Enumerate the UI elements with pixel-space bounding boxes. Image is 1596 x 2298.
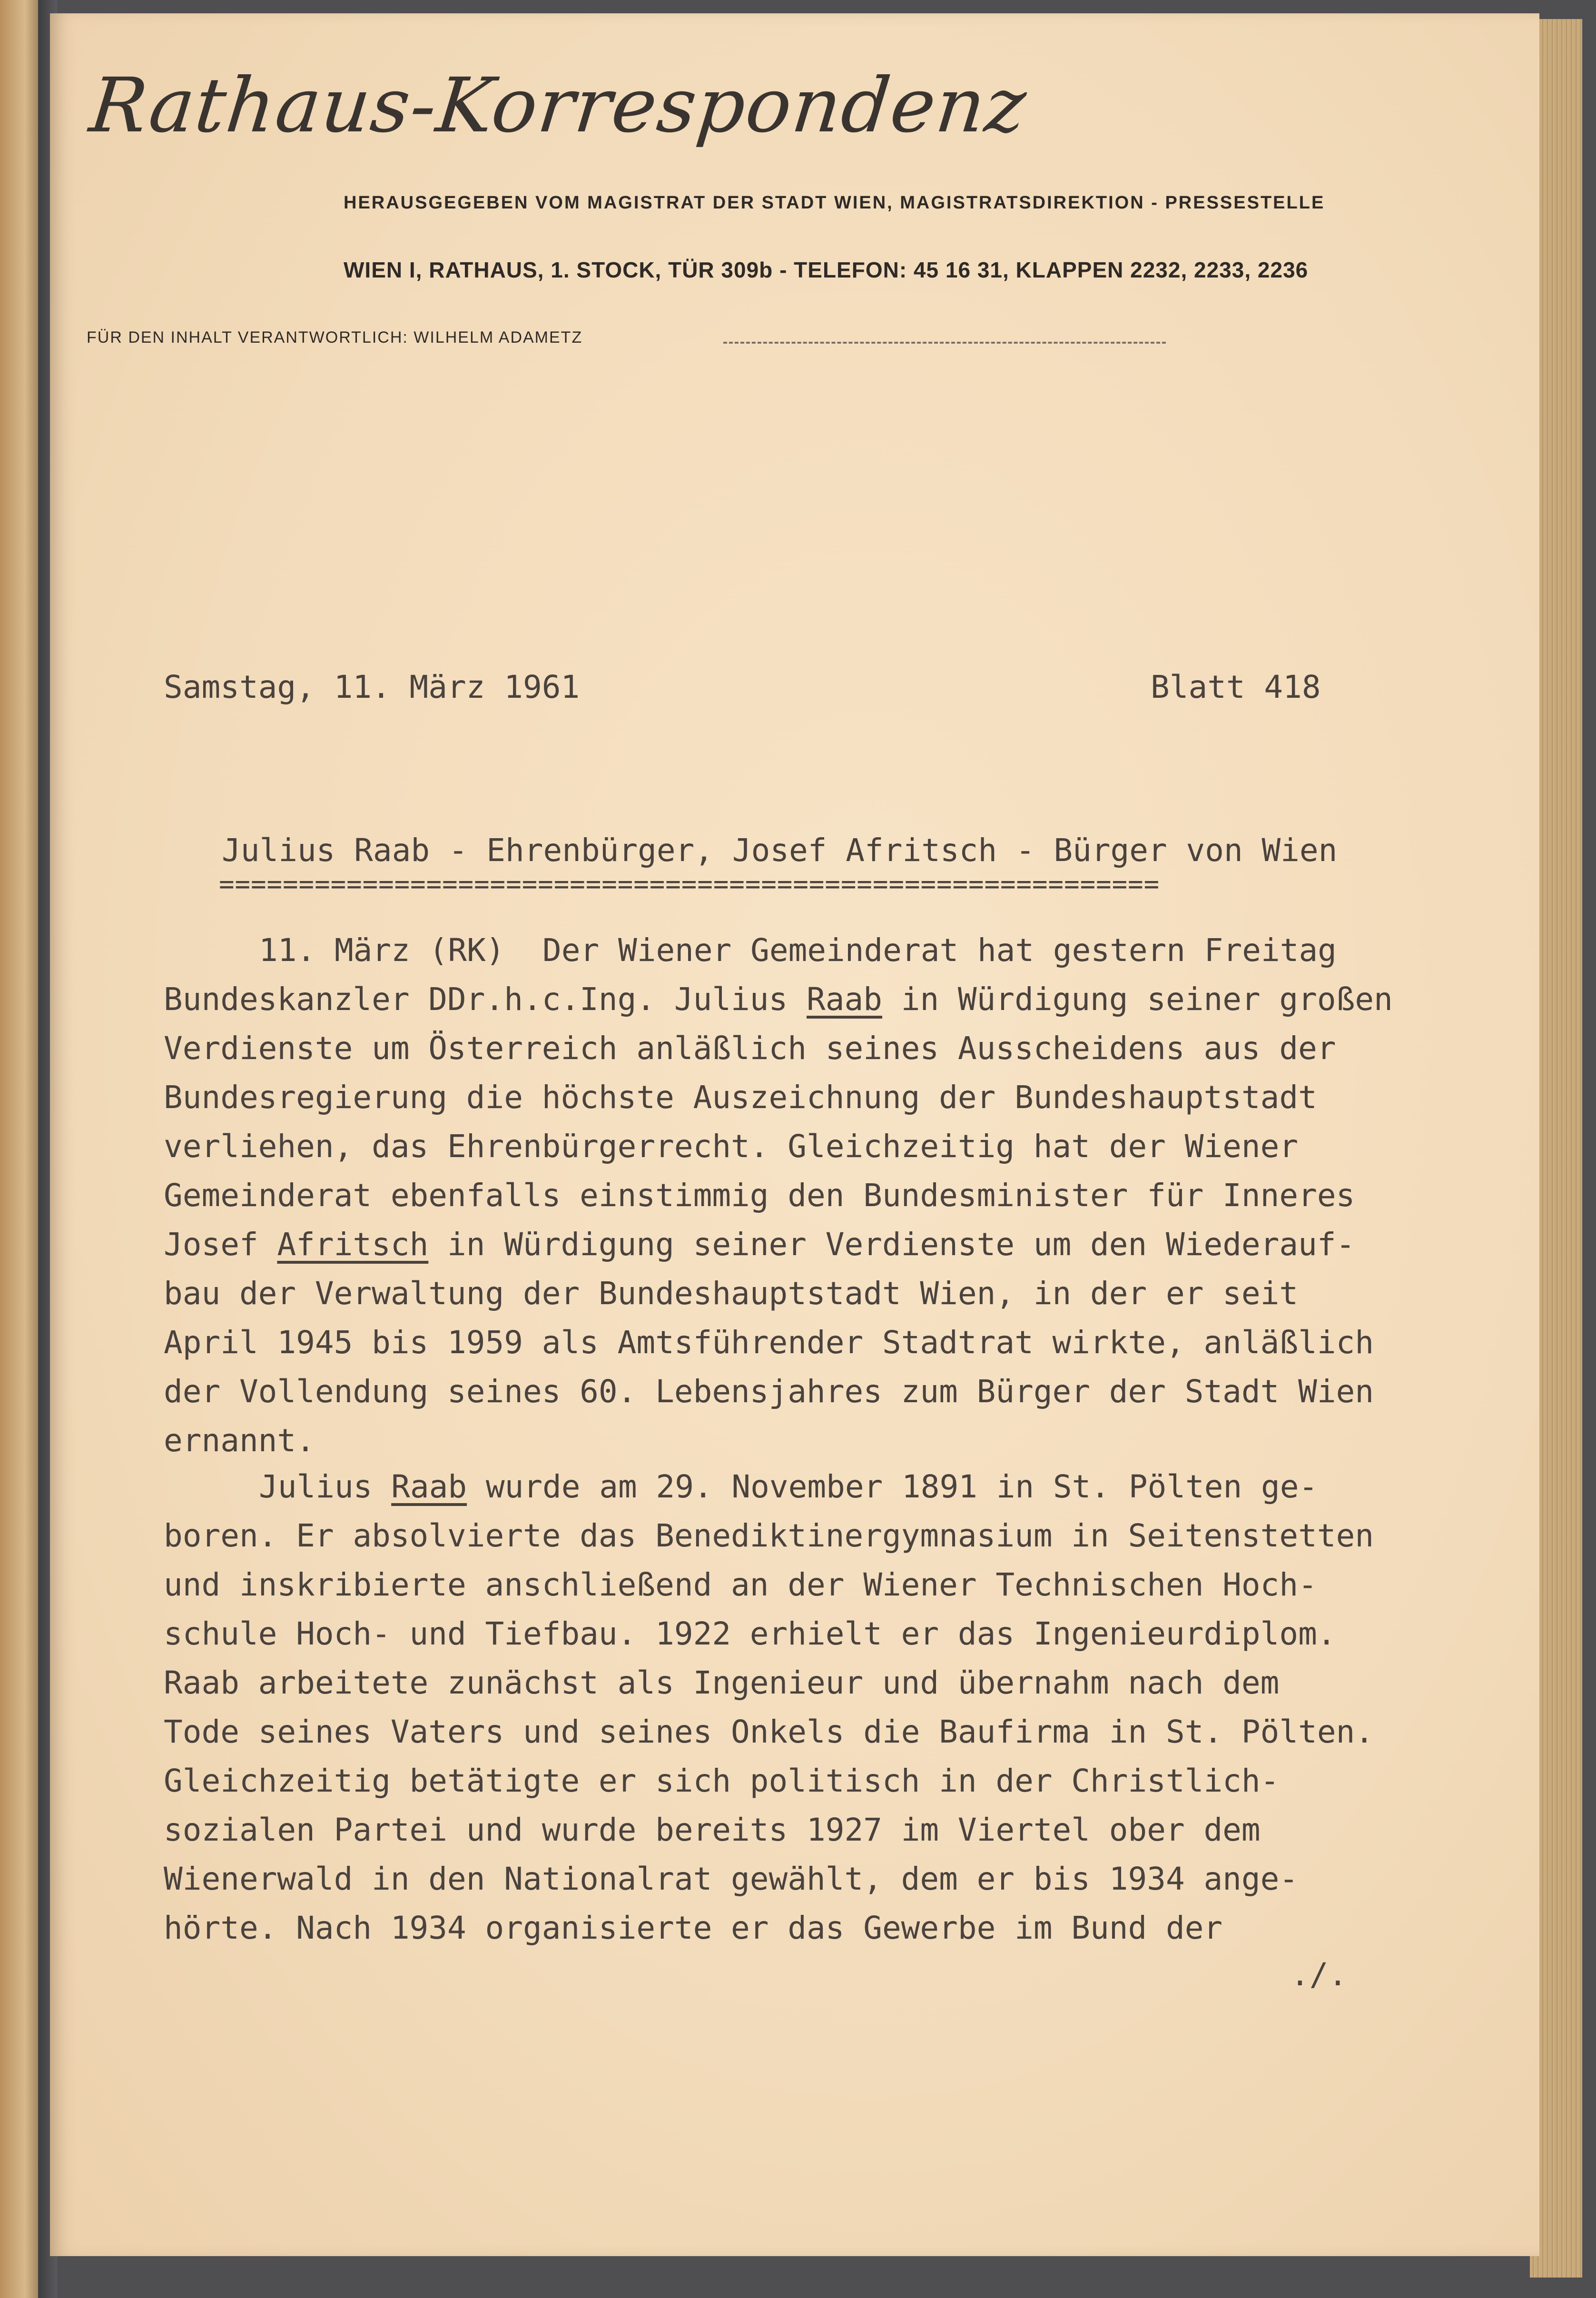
text-line [164, 975, 1393, 1024]
text-line [164, 1658, 1374, 1707]
continuation-mark: ./. [1291, 1956, 1348, 1993]
line-text: Raab arbeitete zunächst als Ingenieur und übernahm nach dem [164, 1664, 1280, 1701]
text-line [164, 1220, 1393, 1269]
line-text: hörte. Nach 1934 organisierte er das Gewerbe im Bund der [164, 1910, 1223, 1946]
line-text: und inskribierte anschließend an der Wiener Technischen Hoch- [164, 1566, 1317, 1603]
underlined-name: Afritsch [277, 1226, 429, 1263]
text-line [164, 1560, 1374, 1609]
text-line [164, 1707, 1374, 1756]
line-text: April 1945 bis 1959 als Amtsführender Stadtrat wirkte, anläßlich [164, 1324, 1374, 1361]
text-line [164, 1511, 1374, 1560]
text-line [164, 1805, 1374, 1854]
text-line [164, 1462, 1374, 1511]
address-line: WIEN I, RATHAUS, 1. STOCK, TÜR 309b - TELEFON: 45 16 31, KLAPPEN 2232, 2233, 2236 [344, 258, 1309, 282]
line-text: Gemeinderat ebenfalls einstimmig den Bundesminister für Inneres [164, 1177, 1355, 1214]
line-text: Bundesregierung die höchste Auszeichnung der Bundeshauptstadt [164, 1079, 1317, 1116]
paragraph-1 [164, 926, 1393, 1465]
underlined-name: Raab [807, 981, 882, 1018]
line-text: verliehen, das Ehrenbürgerrecht. Gleichzeitig hat der Wiener [164, 1128, 1299, 1165]
text-line [164, 1367, 1393, 1416]
line-text: Julius [259, 1468, 392, 1505]
text-line [164, 1609, 1374, 1658]
underlined-name: Raab [391, 1468, 467, 1505]
line-text: wurde am 29. November 1891 in St. Pölten ge- [467, 1468, 1318, 1505]
responsible-dashed-rule [723, 342, 1166, 344]
headline-double-rule: =========================================================== [219, 869, 1160, 899]
line-text: Bundeskanzler DDr.h.c.Ing. Julius [164, 981, 807, 1018]
line-text: schule Hoch- und Tiefbau. 1922 erhielt er das Ingenieurdiplom. [164, 1615, 1336, 1652]
sheet-number: Blatt 418 [1151, 669, 1321, 705]
line-text: ernannt. [164, 1422, 315, 1459]
text-line [164, 1269, 1393, 1318]
masthead-title: Rathaus-Korrespondenz [86, 62, 1031, 149]
line-text: Josef [164, 1226, 277, 1263]
text-line [164, 1024, 1393, 1073]
text-line [164, 1318, 1393, 1367]
text-line [164, 926, 1393, 975]
line-text: in Würdigung seiner großen [882, 981, 1393, 1018]
publisher-line: HERAUSGEGEBEN VOM MAGISTRAT DER STADT WIEN, MAGISTRATSDIREKTION - PRESSESTELLE [344, 193, 1325, 213]
article-headline: Julius Raab - Ehrenbürger, Josef Afritsch - Bürger von Wien [222, 832, 1338, 869]
responsible-editor-line: FÜR DEN INHALT VERANTWORTLICH: WILHELM ADAMETZ [87, 328, 583, 347]
line-text: der Vollendung seines 60. Lebensjahres zum Bürger der Stadt Wien [164, 1373, 1374, 1410]
line-text: in Würdigung seiner Verdienste um den Wiederauf- [428, 1226, 1355, 1263]
line-text: boren. Er absolvierte das Benediktinergymnasium in Seitenstetten [164, 1517, 1374, 1554]
text-line [164, 1903, 1374, 1952]
line-text: bau der Verwaltung der Bundeshauptstadt Wien, in der er seit [164, 1275, 1299, 1312]
issue-date: Samstag, 11. März 1961 [164, 669, 580, 705]
text-line [164, 1416, 1393, 1465]
text-line [164, 1122, 1393, 1171]
line-text: Tode seines Vaters und seines Onkels die Baufirma in St. Pölten. [164, 1714, 1374, 1750]
line-text: Gleichzeitig betätigte er sich politisch in der Christlich- [164, 1763, 1280, 1799]
line-text: Verdienste um Österreich anläßlich seines Ausscheidens aus der [164, 1030, 1336, 1067]
text-line [164, 1073, 1393, 1122]
line-text: sozialen Partei und wurde bereits 1927 im Viertel ober dem [164, 1812, 1261, 1848]
line-text: 11. März (RK) Der Wiener Gemeinderat hat gestern Freitag [259, 932, 1337, 969]
paragraph-2 [164, 1462, 1374, 1952]
text-line [164, 1854, 1374, 1903]
text-line [164, 1171, 1393, 1220]
text-line [164, 1756, 1374, 1805]
line-text: Wienerwald in den Nationalrat gewählt, dem er bis 1934 ange- [164, 1861, 1299, 1897]
